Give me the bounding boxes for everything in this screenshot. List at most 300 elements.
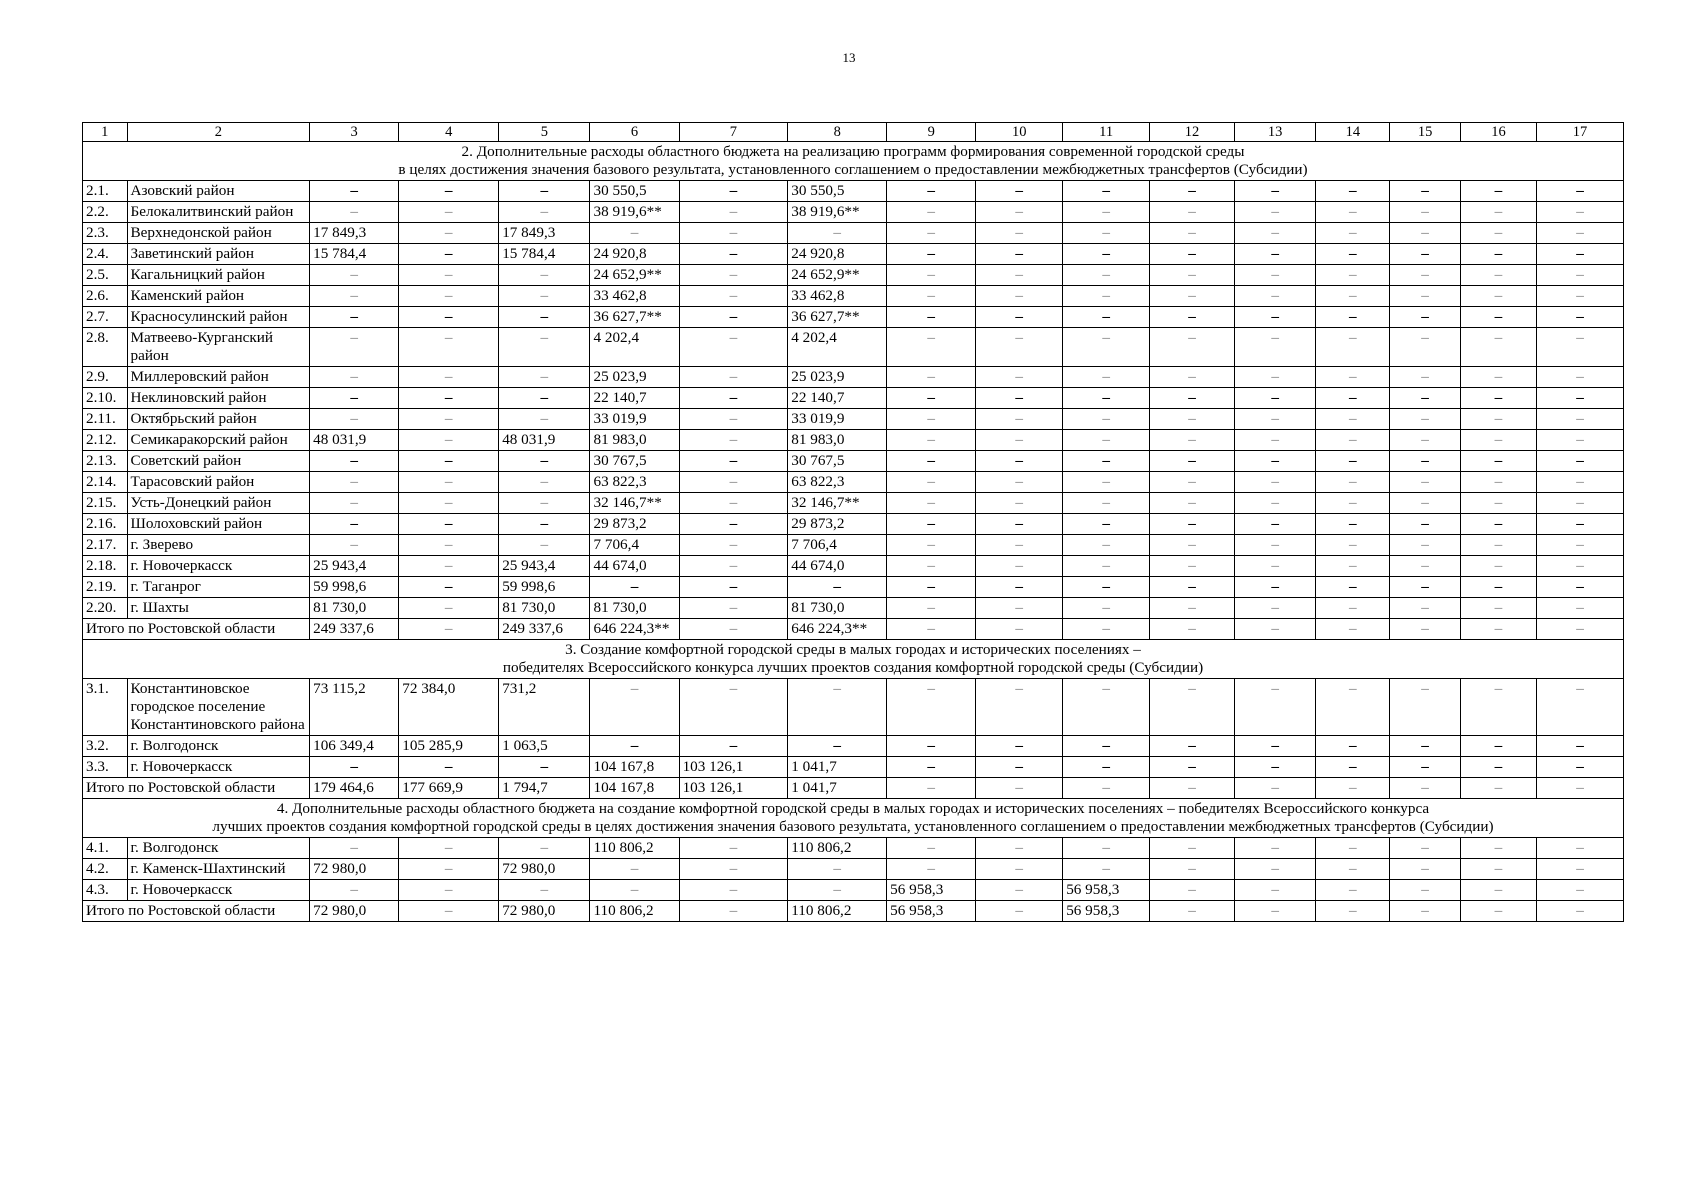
table-cell [1150, 493, 1235, 514]
dash-cell: – [1188, 329, 1196, 346]
dash-cell: – [729, 515, 738, 532]
dash-cell: – [1349, 452, 1357, 469]
dash-cell: – [540, 473, 549, 490]
dash-cell: – [1576, 881, 1584, 898]
table-cell [1316, 388, 1390, 409]
dash-cell: – [1421, 182, 1429, 199]
table-cell: 17 849,3 [499, 223, 590, 244]
table-cell [976, 451, 1063, 472]
dash-cell: – [1576, 599, 1584, 616]
table-cell [399, 472, 499, 493]
dash-cell: – [729, 737, 738, 754]
table-cell: 110 806,2 [788, 901, 887, 922]
dash-cell: – [927, 737, 935, 754]
dash-cell: – [927, 557, 935, 574]
column-number: 4 [399, 123, 499, 142]
dash-cell: – [1421, 737, 1429, 754]
table-cell [399, 757, 499, 778]
table-cell [1234, 409, 1316, 430]
dash-cell: – [1494, 578, 1503, 595]
table-cell: 81 730,0 [788, 598, 887, 619]
table-cell [1063, 202, 1150, 223]
dash-cell: – [350, 389, 358, 406]
table-cell [976, 472, 1063, 493]
dash-cell: – [1015, 536, 1024, 553]
row-name: г. Зверево [127, 535, 310, 556]
row-name: Октябрьский район [127, 409, 310, 430]
dash-cell: – [1188, 620, 1196, 637]
dash-cell: – [350, 473, 358, 490]
dash-cell: – [1576, 557, 1584, 574]
table-cell [679, 223, 788, 244]
table-cell [788, 223, 887, 244]
table-cell: 33 019,9 [788, 409, 887, 430]
dash-cell: – [444, 578, 453, 595]
row-number: 2.11. [83, 409, 128, 430]
dash-cell: – [729, 902, 738, 919]
dash-cell: – [927, 308, 935, 325]
row-number: 3.3. [83, 757, 128, 778]
table-cell [1316, 202, 1390, 223]
dash-cell: – [1188, 860, 1196, 877]
table-cell [1390, 598, 1461, 619]
dash-cell: – [1271, 902, 1279, 919]
dash-cell: – [1576, 620, 1584, 637]
table-cell [887, 778, 976, 799]
table-cell [399, 181, 499, 202]
dash-cell: – [1271, 266, 1279, 283]
table-cell [1536, 409, 1623, 430]
dash-cell: – [1576, 902, 1584, 919]
table-cell [399, 619, 499, 640]
dash-cell: – [1271, 452, 1279, 469]
table-cell [1316, 244, 1390, 265]
table-cell: 104 167,8 [590, 757, 679, 778]
table-cell [499, 367, 590, 388]
table-cell [1150, 838, 1235, 859]
dash-cell: – [1421, 452, 1429, 469]
row-name: Кагальницкий район [127, 265, 310, 286]
dash-cell: – [1271, 737, 1279, 754]
dash-cell: – [1494, 452, 1503, 469]
column-number: 2 [127, 123, 310, 142]
dash-cell: – [1015, 452, 1024, 469]
dash-cell: – [1349, 620, 1357, 637]
table-cell: 44 674,0 [788, 556, 887, 577]
table-cell [310, 265, 399, 286]
dash-cell: – [1188, 599, 1196, 616]
table-cell [1150, 556, 1235, 577]
table-cell [887, 514, 976, 535]
table-cell [590, 736, 679, 757]
dash-cell: – [1102, 737, 1110, 754]
table-cell [976, 388, 1063, 409]
table-cell [1536, 328, 1623, 367]
dash-cell: – [540, 368, 549, 385]
dash-cell: – [540, 881, 549, 898]
table-cell [399, 556, 499, 577]
dash-cell: – [1494, 860, 1503, 877]
table-cell [399, 202, 499, 223]
table-cell [1063, 409, 1150, 430]
table-cell: 15 784,4 [310, 244, 399, 265]
table-row [83, 736, 1624, 757]
table-cell [887, 286, 976, 307]
table-cell [1536, 535, 1623, 556]
table-row [83, 286, 1624, 307]
dash-cell: – [350, 515, 358, 532]
section-header [83, 640, 1624, 679]
table-cell [1316, 286, 1390, 307]
dash-cell: – [630, 881, 639, 898]
table-cell [499, 838, 590, 859]
table-cell: 1 794,7 [499, 778, 590, 799]
dash-cell: – [1188, 308, 1196, 325]
dash-cell: – [729, 224, 738, 241]
table-cell [310, 514, 399, 535]
table-cell [1150, 430, 1235, 451]
dash-cell: – [729, 452, 738, 469]
table-cell [499, 757, 590, 778]
dash-cell: – [1188, 473, 1196, 490]
table-cell [399, 577, 499, 598]
table-cell [1063, 514, 1150, 535]
dash-cell: – [540, 536, 549, 553]
dash-cell: – [1102, 839, 1110, 856]
dash-cell: – [444, 308, 453, 325]
dash-cell: – [833, 680, 841, 697]
table-cell: 72 980,0 [499, 859, 590, 880]
table-cell [976, 859, 1063, 880]
table-cell: 72 980,0 [310, 859, 399, 880]
table-cell [679, 619, 788, 640]
table-cell: 36 627,7** [788, 307, 887, 328]
section-title [83, 799, 1624, 838]
table-cell [887, 757, 976, 778]
table-cell: 56 958,3 [887, 880, 976, 901]
dash-cell: – [1349, 266, 1357, 283]
table-cell [1460, 514, 1536, 535]
column-number: 7 [679, 123, 788, 142]
dash-cell: – [729, 368, 738, 385]
table-cell [310, 838, 399, 859]
table-cell [1234, 430, 1316, 451]
table-cell [1390, 367, 1461, 388]
table-body [83, 123, 1624, 922]
table-cell [1234, 181, 1316, 202]
dash-cell: – [927, 536, 935, 553]
table-cell [1460, 679, 1536, 736]
table-cell [679, 880, 788, 901]
dash-cell: – [1576, 494, 1584, 511]
row-number: 2.12. [83, 430, 128, 451]
dash-cell: – [444, 839, 453, 856]
column-number: 1 [83, 123, 128, 142]
dash-cell: – [927, 494, 935, 511]
dash-cell: – [1494, 758, 1503, 775]
table-cell [1150, 472, 1235, 493]
table-cell [1150, 535, 1235, 556]
table-cell [887, 307, 976, 328]
table-row [83, 838, 1624, 859]
row-number: 2.15. [83, 493, 128, 514]
dash-cell: – [1188, 494, 1196, 511]
table-cell [399, 598, 499, 619]
dash-cell: – [1188, 680, 1196, 697]
table-cell [1234, 286, 1316, 307]
dash-cell: – [1494, 599, 1503, 616]
dash-cell: – [540, 410, 549, 427]
table-cell [499, 202, 590, 223]
dash-cell: – [1494, 431, 1503, 448]
table-cell [887, 244, 976, 265]
section-title-line: 3. Создание комфортной городской среды в малых городах и исторических поселениях – [565, 641, 1141, 658]
dash-cell: – [1494, 557, 1503, 574]
dash-cell: – [1102, 308, 1110, 325]
dash-cell: – [729, 266, 738, 283]
table-cell [976, 901, 1063, 922]
table-cell [1390, 577, 1461, 598]
table-cell: 249 337,6 [499, 619, 590, 640]
dash-cell: – [927, 245, 935, 262]
table-cell: 106 349,4 [310, 736, 399, 757]
dash-cell: – [1271, 578, 1279, 595]
dash-cell: – [729, 557, 738, 574]
dash-cell: – [350, 287, 358, 304]
dash-cell: – [444, 902, 453, 919]
row-number: 2.9. [83, 367, 128, 388]
table-cell [1316, 778, 1390, 799]
dash-cell: – [444, 182, 453, 199]
table-cell [887, 493, 976, 514]
dash-cell: – [927, 680, 935, 697]
table-cell [1063, 472, 1150, 493]
table-cell [976, 328, 1063, 367]
dash-cell: – [1102, 329, 1110, 346]
table-cell [1536, 859, 1623, 880]
dash-cell: – [1349, 308, 1357, 325]
row-number: 2.1. [83, 181, 128, 202]
dash-cell: – [630, 737, 639, 754]
table-cell [399, 286, 499, 307]
table-cell [1536, 514, 1623, 535]
table-cell [1460, 901, 1536, 922]
dash-cell: – [540, 758, 549, 775]
table-cell [499, 307, 590, 328]
dash-cell: – [1421, 578, 1429, 595]
dash-cell: – [1421, 902, 1429, 919]
table-cell: 4 202,4 [590, 328, 679, 367]
table-cell [1063, 307, 1150, 328]
table-cell: 30 767,5 [788, 451, 887, 472]
dash-cell: – [1271, 329, 1279, 346]
dash-cell: – [1349, 368, 1357, 385]
row-number: 2.8. [83, 328, 128, 367]
total-row [83, 778, 1624, 799]
dash-cell: – [1349, 881, 1357, 898]
dash-cell: – [729, 536, 738, 553]
dash-cell: – [540, 839, 549, 856]
table-cell: 33 019,9 [590, 409, 679, 430]
table-cell [679, 202, 788, 223]
table-cell [1536, 367, 1623, 388]
table-cell [887, 598, 976, 619]
table-cell [1234, 328, 1316, 367]
table-cell [1536, 244, 1623, 265]
table-cell: 81 730,0 [499, 598, 590, 619]
dash-cell: – [444, 431, 453, 448]
table-cell [1234, 202, 1316, 223]
table-cell: 25 943,4 [499, 556, 590, 577]
table-cell [679, 577, 788, 598]
dash-cell: – [1576, 473, 1584, 490]
section-title-line: в целях достижения значения базового результата, установленного соглашением о предоставлении межбюджетных трансфертов (Субсидии) [398, 161, 1308, 178]
table-cell [590, 223, 679, 244]
table-cell [976, 367, 1063, 388]
table-cell [1460, 859, 1536, 880]
dash-cell: – [1421, 536, 1429, 553]
row-name: Тарасовский район [127, 472, 310, 493]
section-title [83, 142, 1624, 181]
dash-cell: – [444, 224, 453, 241]
dash-cell: – [1015, 578, 1024, 595]
table-cell [1390, 757, 1461, 778]
dash-cell: – [1421, 473, 1429, 490]
dash-cell: – [1015, 329, 1024, 346]
table-cell: 24 920,8 [788, 244, 887, 265]
table-cell: 30 767,5 [590, 451, 679, 472]
dash-cell: – [729, 389, 738, 406]
dash-cell: – [1102, 557, 1110, 574]
dash-cell: – [1494, 839, 1503, 856]
table-cell [1316, 679, 1390, 736]
table-cell [976, 286, 1063, 307]
table-row [83, 328, 1624, 367]
dash-cell: – [1102, 287, 1110, 304]
table-cell [887, 556, 976, 577]
table-cell: 81 983,0 [590, 430, 679, 451]
dash-cell: – [1015, 431, 1024, 448]
dash-cell: – [350, 368, 358, 385]
dash-cell: – [1576, 431, 1584, 448]
dash-cell: – [1271, 515, 1279, 532]
dash-cell: – [1349, 557, 1357, 574]
dash-cell: – [729, 839, 738, 856]
table-cell [499, 328, 590, 367]
dash-cell: – [927, 839, 935, 856]
row-name: г. Таганрог [127, 577, 310, 598]
dash-cell: – [729, 182, 738, 199]
row-number: 2.7. [83, 307, 128, 328]
table-cell [1390, 514, 1461, 535]
dash-cell: – [1015, 494, 1024, 511]
dash-cell: – [350, 452, 358, 469]
dash-cell: – [729, 203, 738, 220]
table-cell [399, 244, 499, 265]
dash-cell: – [444, 389, 453, 406]
table-cell [1063, 736, 1150, 757]
table-cell: 110 806,2 [590, 901, 679, 922]
dash-cell: – [1102, 620, 1110, 637]
dash-cell: – [540, 287, 549, 304]
row-name: Каменский район [127, 286, 310, 307]
dash-cell: – [927, 620, 935, 637]
section-title-line: 4. Дополнительные расходы областного бюджета на создание комфортной городской среды в малых городах и исторических поселениях – победителях Всероссийского конкурса [276, 800, 1430, 817]
table-cell [1390, 451, 1461, 472]
table-cell: 103 126,1 [679, 778, 788, 799]
row-number: 2.17. [83, 535, 128, 556]
column-number: 8 [788, 123, 887, 142]
table-cell: 29 873,2 [590, 514, 679, 535]
table-cell [399, 409, 499, 430]
table-row [83, 880, 1624, 901]
dash-cell: – [1271, 536, 1279, 553]
table-cell: 7 706,4 [590, 535, 679, 556]
table-cell [1234, 679, 1316, 736]
column-number: 14 [1316, 123, 1390, 142]
row-name: Верхнедонской район [127, 223, 310, 244]
table-cell [1063, 619, 1150, 640]
table-cell [679, 286, 788, 307]
dash-cell: – [1576, 515, 1584, 532]
table-cell [887, 838, 976, 859]
dash-cell: – [1102, 266, 1110, 283]
table-cell [1316, 367, 1390, 388]
dash-cell: – [1349, 473, 1357, 490]
table-cell: 56 958,3 [887, 901, 976, 922]
table-cell [887, 679, 976, 736]
column-number: 3 [310, 123, 399, 142]
table-cell [887, 409, 976, 430]
table-cell [976, 577, 1063, 598]
table-cell [399, 223, 499, 244]
dash-cell: – [1494, 680, 1503, 697]
row-name: Азовский район [127, 181, 310, 202]
dash-cell: – [1015, 680, 1024, 697]
table-cell [976, 181, 1063, 202]
table-cell: 32 146,7** [590, 493, 679, 514]
table-cell [310, 307, 399, 328]
table-cell [1150, 328, 1235, 367]
dash-cell: – [1421, 494, 1429, 511]
table-cell [1460, 472, 1536, 493]
dash-cell: – [1349, 902, 1357, 919]
table-row [83, 430, 1624, 451]
column-number: 12 [1150, 123, 1235, 142]
table-row [83, 514, 1624, 535]
dash-cell: – [927, 515, 935, 532]
dash-cell: – [1349, 245, 1357, 262]
dash-cell: – [1421, 839, 1429, 856]
table-cell [399, 535, 499, 556]
column-number: 11 [1063, 123, 1150, 142]
dash-cell: – [1576, 578, 1584, 595]
table-cell: 7 706,4 [788, 535, 887, 556]
table-cell [399, 880, 499, 901]
column-number: 16 [1460, 123, 1536, 142]
row-number: 2.4. [83, 244, 128, 265]
dash-cell: – [1015, 266, 1024, 283]
dash-cell: – [1576, 410, 1584, 427]
table-cell [679, 265, 788, 286]
table-cell [1150, 619, 1235, 640]
row-name: Шолоховский район [127, 514, 310, 535]
dash-cell: – [1015, 368, 1024, 385]
dash-cell: – [729, 881, 738, 898]
dash-cell: – [1349, 515, 1357, 532]
table-cell [1234, 859, 1316, 880]
table-cell [1316, 859, 1390, 880]
